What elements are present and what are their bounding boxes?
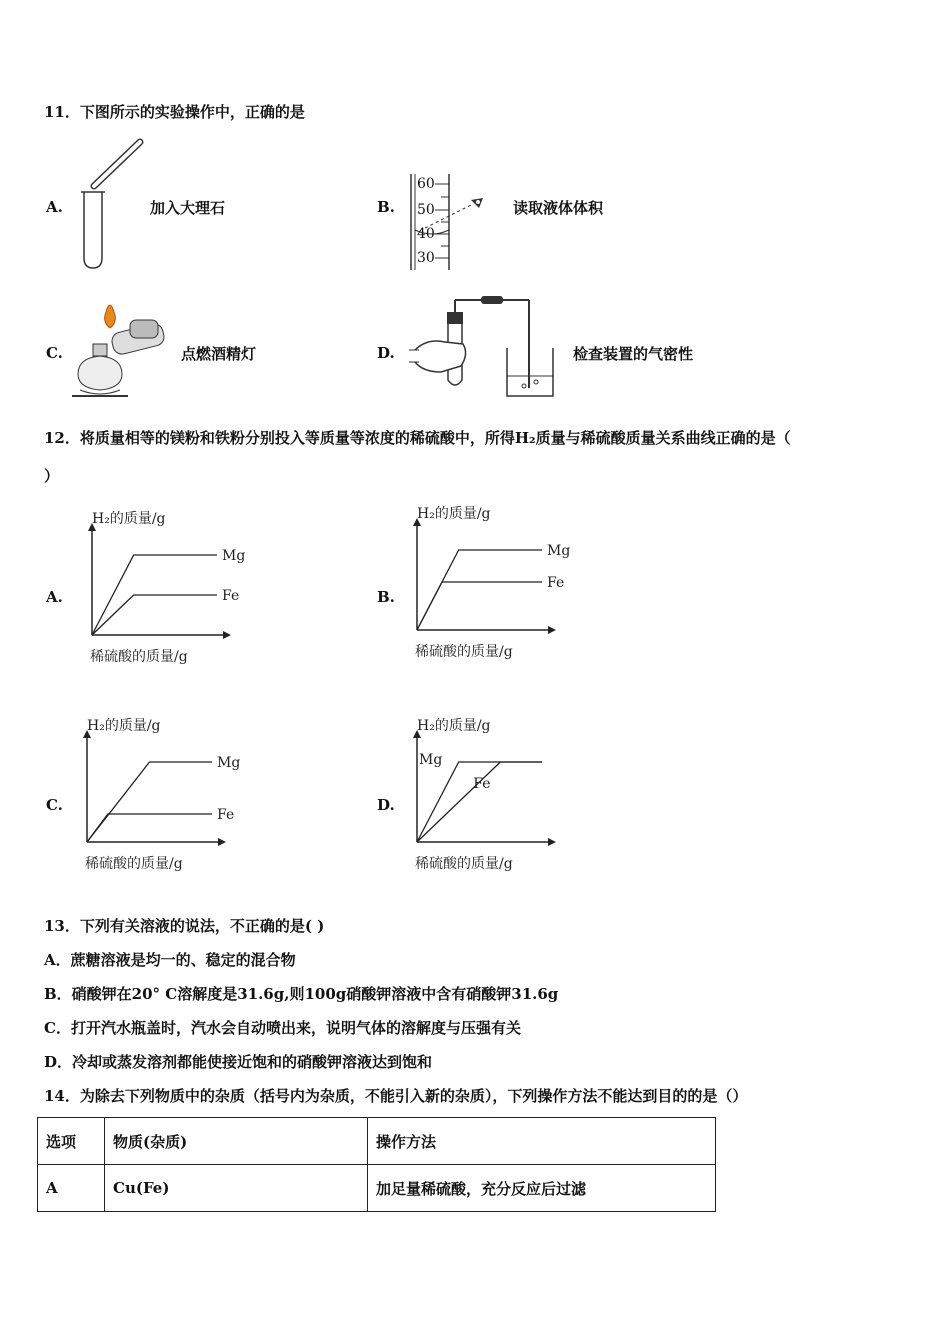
series-label-mg: Mg bbox=[222, 548, 246, 564]
q12-option-c-letter: C. bbox=[46, 796, 63, 814]
q11-option-b-text: 读取液体体积 bbox=[513, 199, 604, 217]
series-line-mg bbox=[417, 762, 542, 842]
q11-option-b-letter: B. bbox=[377, 198, 395, 216]
cylinder-tick-50: 50 bbox=[417, 202, 435, 218]
alcohol-lamp-illustration bbox=[70, 298, 180, 404]
q13-option-d: D．冷却或蒸发溶剂都能使接近饱和的硝酸钾溶液达到饱和 bbox=[44, 1053, 433, 1071]
x-axis-label: 稀硫酸的质量/g bbox=[415, 856, 513, 872]
series-line-fe bbox=[417, 582, 542, 630]
series-line-fe bbox=[417, 762, 542, 842]
q13-option-c: C．打开汽水瓶盖时，汽水会自动喷出来，说明气体的溶解度与压强有关 bbox=[44, 1019, 521, 1037]
series-line-fe bbox=[92, 595, 217, 635]
table-row bbox=[38, 1165, 716, 1212]
table-header-row bbox=[38, 1118, 716, 1165]
series-label-fe: Fe bbox=[547, 575, 565, 591]
cylinder-tick-30: 30 bbox=[417, 250, 435, 266]
chart-option-a bbox=[80, 505, 260, 675]
x-axis-arrow bbox=[548, 838, 556, 846]
cylinder-tick-40: 40 bbox=[417, 226, 435, 242]
q12-stem: 12．将质量相等的镁粉和铁粉分别投入等质量等浓度的稀硫酸中，所得H₂质量与稀硫酸质量关系曲线正确的是（ bbox=[44, 429, 791, 447]
series-label-fe: Fe bbox=[217, 807, 235, 823]
table-header-cell: 操作方法 bbox=[368, 1118, 716, 1165]
y-axis-label: H₂的质量/g bbox=[417, 506, 491, 522]
q11-option-c-letter: C. bbox=[46, 344, 63, 362]
y-axis-label: H₂的质量/g bbox=[87, 718, 161, 734]
y-axis-label: H₂的质量/g bbox=[92, 511, 166, 527]
x-axis-label: 稀硫酸的质量/g bbox=[90, 649, 188, 665]
x-axis-arrow bbox=[218, 838, 226, 846]
table-header-cell: 物质(杂质) bbox=[105, 1118, 368, 1165]
q11-option-a-letter: A. bbox=[46, 198, 63, 216]
airtightness-check-illustration bbox=[405, 292, 565, 404]
table-header-cell: 选项 bbox=[38, 1118, 105, 1165]
x-axis-arrow bbox=[223, 631, 231, 639]
chart-option-d bbox=[405, 712, 585, 882]
cylinder-tick-60: 60 bbox=[417, 176, 435, 192]
q12-option-a-letter: A. bbox=[46, 588, 63, 606]
q12-option-b-letter: B. bbox=[377, 588, 395, 606]
q11-stem: 11．下图所示的实验操作中，正确的是 bbox=[44, 103, 305, 121]
chart-option-c bbox=[75, 712, 255, 882]
chart-option-b bbox=[405, 500, 585, 670]
series-label-mg: Mg bbox=[419, 752, 443, 768]
q13-option-b: B．硝酸钾在20° C溶解度是31.6g,则100g硝酸钾溶液中含有硝酸钾31.6g bbox=[44, 985, 559, 1003]
q11-option-d-letter: D. bbox=[377, 344, 395, 362]
x-axis-label: 稀硫酸的质量/g bbox=[85, 856, 183, 872]
series-line-mg bbox=[417, 550, 542, 630]
series-line-mg bbox=[87, 762, 212, 842]
test-tube-dropper-illustration bbox=[78, 138, 148, 270]
q13-option-a: A．蔗糖溶液是均一的、稳定的混合物 bbox=[44, 951, 296, 969]
table-cell: A bbox=[38, 1165, 105, 1212]
q13-stem: 13．下列有关溶液的说法，不正确的是( ) bbox=[44, 917, 325, 935]
series-label-mg: Mg bbox=[217, 755, 241, 771]
series-label-mg: Mg bbox=[547, 543, 571, 559]
table-cell: 加足量稀硫酸，充分反应后过滤 bbox=[368, 1165, 716, 1212]
q12-option-d-letter: D. bbox=[377, 796, 395, 814]
x-axis-label: 稀硫酸的质量/g bbox=[415, 644, 513, 660]
table-cell: Cu(Fe) bbox=[105, 1165, 368, 1212]
x-axis-arrow bbox=[548, 626, 556, 634]
q14-table bbox=[37, 1117, 716, 1212]
q14-stem: 14．为除去下列物质中的杂质（括号内为杂质，不能引入新的杂质），下列操作方法不能达到目的的是（） bbox=[44, 1087, 748, 1105]
q12-stem-end: ） bbox=[44, 467, 60, 485]
q11-option-d-text: 检查装置的气密性 bbox=[573, 345, 694, 363]
series-label-fe: Fe bbox=[222, 588, 240, 604]
series-label-fe: Fe bbox=[473, 776, 491, 792]
y-axis-label: H₂的质量/g bbox=[417, 718, 491, 734]
q11-option-c-text: 点燃酒精灯 bbox=[181, 345, 257, 363]
q11-option-a-text: 加入大理石 bbox=[150, 199, 226, 217]
